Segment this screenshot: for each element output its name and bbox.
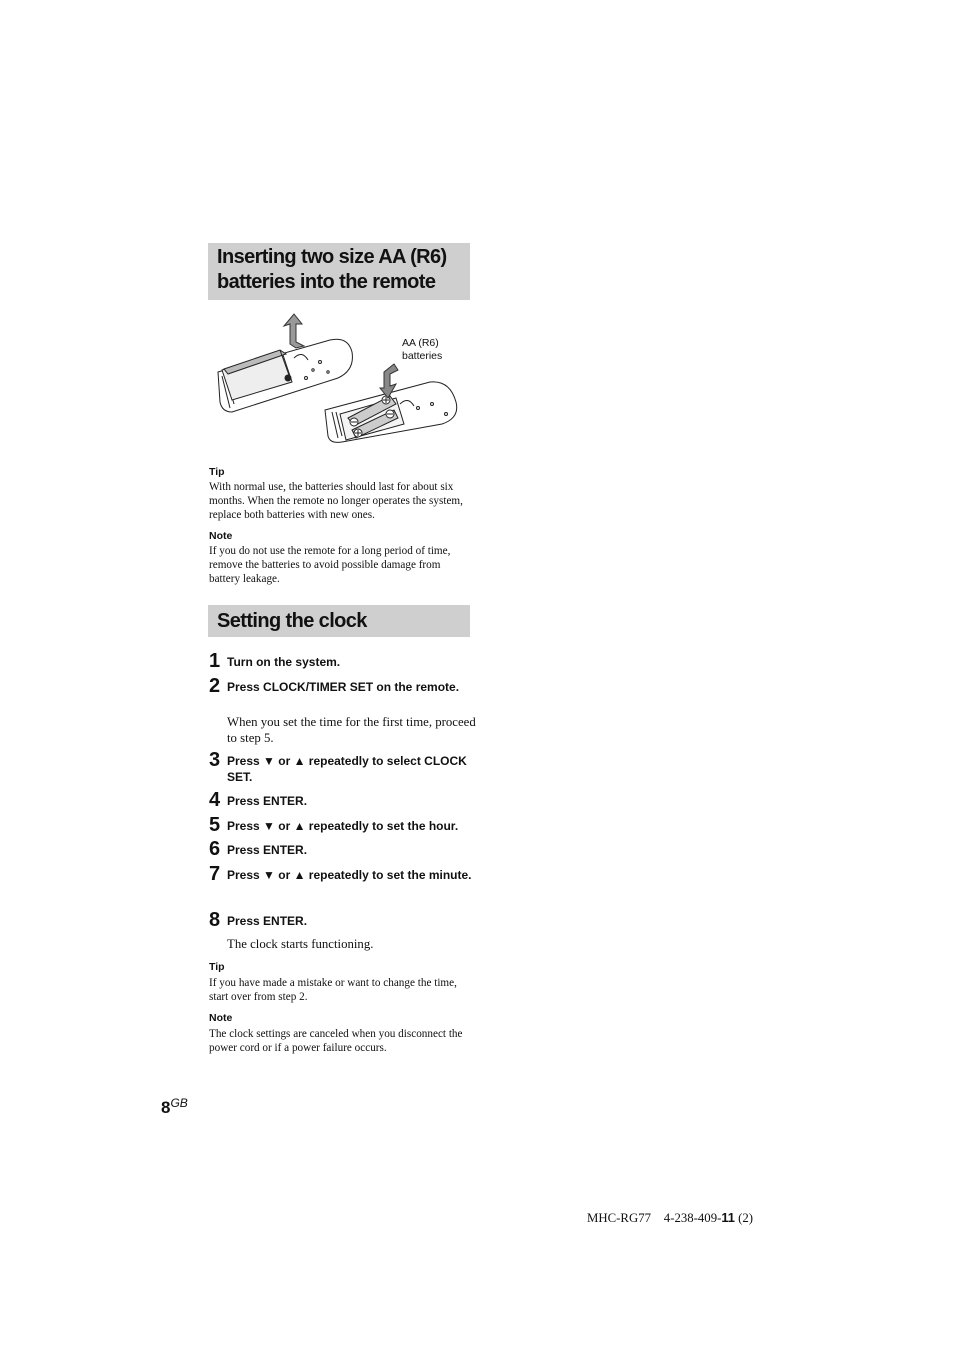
step-text: Press CLOCK/TIMER SET on the remote. (227, 680, 460, 694)
footer-code (587, 1210, 753, 1226)
section-heading-clock (208, 605, 470, 637)
step-number: 7 (209, 863, 221, 885)
figure-caption-line-2: batteries (402, 350, 443, 362)
step-text: Press ▼ or ▲ repeatedly to set the minute. (227, 868, 472, 882)
figure-caption-line-1: AA (R6) (402, 337, 439, 349)
step-text: Press ENTER. (227, 914, 308, 928)
footer-model: MHC-RG77 (587, 1211, 651, 1225)
footer-code-prefix: 4-238-409- (663, 1211, 722, 1225)
page-number (161, 1096, 188, 1118)
step-number: 3 (209, 749, 221, 771)
heading-clock-title: Setting the clock (217, 610, 367, 632)
step-text: Press ▼ or ▲ repeatedly to set the hour. (227, 819, 459, 833)
footer-code-bold: 11 (721, 1210, 735, 1225)
step-text: Press ENTER. (227, 843, 308, 857)
remote-battery-illustration (210, 312, 472, 462)
tip-text-clock: If you have made a mistake or want to change the time, start over from step 2. (209, 977, 457, 1003)
section-heading-batteries (208, 243, 470, 300)
step-detail: When you set the time for the first time, proceed to step 5. (227, 715, 476, 745)
tip-label: Tip (209, 466, 225, 478)
tip-text: With normal use, the batteries should last for about six months. When the remote no longer operates the system, replace both batteries with new ones. (209, 481, 463, 521)
step-detail: The clock starts functioning. (227, 937, 374, 951)
note-label: Note (209, 530, 233, 542)
step-number: 1 (209, 650, 221, 672)
tip-label-clock: Tip (209, 961, 225, 973)
note-label-clock: Note (209, 1012, 233, 1024)
step-number: 4 (209, 789, 221, 811)
page-number-suffix: GB (170, 1096, 188, 1110)
heading-line-1: Inserting two size AA (R6) (217, 246, 447, 268)
step-number: 2 (209, 675, 221, 697)
figure-caption (402, 337, 442, 363)
note-text-clock: The clock settings are canceled when you disconnect the power cord or if a power failure occurs. (209, 1028, 463, 1054)
step-number: 8 (209, 909, 221, 931)
step-number: 6 (209, 838, 221, 860)
heading-line-2: batteries into the remote (217, 271, 436, 293)
page-number-value: 8 (161, 1098, 171, 1117)
step-text: Press ▼ or ▲ repeatedly to select CLOCK SET. (227, 754, 467, 784)
step-text: Press ENTER. (227, 794, 308, 808)
step-number: 5 (209, 814, 221, 836)
step-text: Turn on the system. (227, 655, 341, 669)
footer-code-suffix: (2) (734, 1211, 754, 1225)
note-text: If you do not use the remote for a long period of time, remove the batteries to avoid possible damage from battery leakage. (209, 545, 451, 585)
